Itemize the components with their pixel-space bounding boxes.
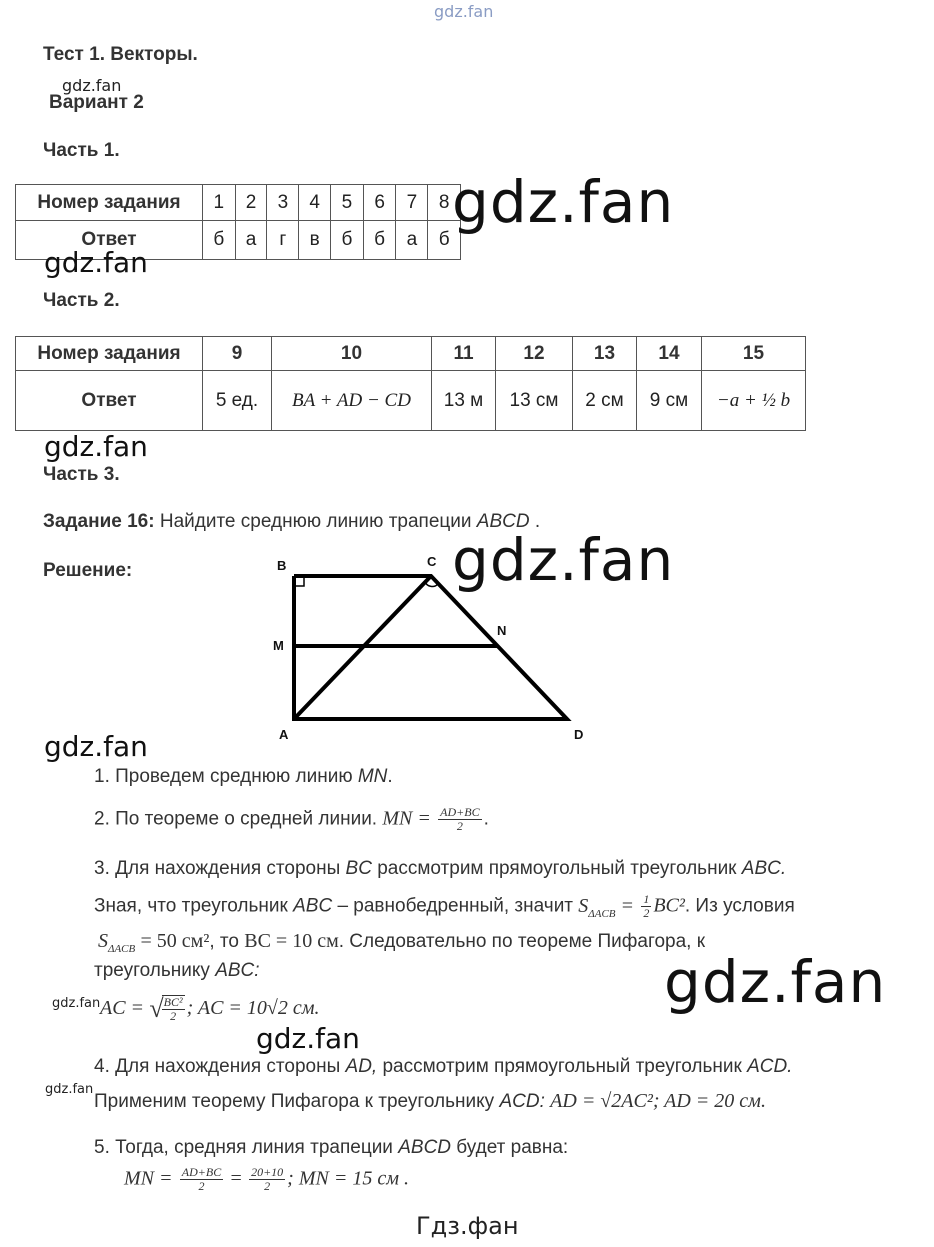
part2-number: 10 [272,337,432,371]
step-2: 2. По теореме о средней линии. MN = $\frac{AD+BC}{2}$ . [94,805,489,833]
step-3-text: . Следовательно по теореме Пифагора, к [338,931,706,952]
step-4-text: 4. Для нахождения стороны [94,1056,341,1077]
area-symbol: S [98,930,108,952]
task-label: Задание 16: [43,511,155,532]
step-4-line-2 [94,1090,766,1113]
part1-number-header: Номер задания [16,185,203,221]
watermark-big: gdz.fan [452,526,675,594]
step-3-bc: BC [345,858,372,879]
step-3-line-1 [94,858,786,880]
watermark-small: gdz.fan [45,1082,94,1097]
fraction-numerator: 20+10 [251,1165,284,1179]
sqrt-fraction [162,995,185,1023]
test-title: Тест 1. Векторы. [43,44,198,65]
watermark-small: gdz.fan [52,996,101,1011]
label-d: D [574,727,584,742]
watermark-footer: Гдз.фан [416,1212,519,1240]
step-4-acd: ACD: [499,1091,545,1112]
step-3-line-2: Зная, что треугольник ABC – равнобедренный, значит $S_{\Delta ACB}$ = $\frac{1}{2}$ BC². Из условия [94,892,795,920]
bc-value: BC = 10 см [244,930,339,952]
part2-answer: BA + AD − CD [272,371,432,431]
part1-number: 8 [428,185,461,221]
area-subscript: ΔACB [588,907,616,920]
part1-number: 3 [267,185,299,221]
given-area-value: = 50 см² [140,930,210,952]
step-3-text: рассмотрим прямоугольный треугольник [377,858,737,879]
step-3-line-4 [94,960,260,982]
part2-title: Часть 2. [43,290,120,311]
step-3-abc: ABC [293,895,333,917]
label-m: M [273,638,284,653]
step-3-text: – равнобедренный, значит [337,895,574,917]
equals-sign: = [230,1167,242,1190]
fraction-numerator: AD+BC [440,805,480,819]
label-a: A [279,727,289,742]
part2-number: 13 [573,337,637,371]
part2-number-header: Номер задания [16,337,203,371]
half-fraction [641,893,651,920]
step-3-formula [100,994,320,1024]
task-16-statement: Задание 16: Найдите среднюю линию трапеции ABCD . [43,511,541,532]
bc-squared: BC² [653,894,685,917]
part1-answer: б [331,221,364,260]
fraction-numerator: BC² [163,995,183,1009]
step-3-text: Зная, что треугольник [94,895,288,917]
step-5-fraction [249,1166,285,1193]
step-4-text: рассмотрим прямоугольный треугольник [382,1056,742,1077]
step-2-lhs: MN = [382,807,431,830]
step-4-acd: ACD. [747,1056,793,1077]
part1-answer: а [396,221,428,260]
step-5-text: 5. Тогда, средняя линия трапеции [94,1137,393,1158]
step-5-abcd: ABCD [398,1137,452,1158]
part1-answer: б [363,221,396,260]
mn-lhs: MN = [124,1167,173,1190]
step-1-text: 1. Проведем среднюю линию [94,766,353,787]
part2-answer: 2 см [573,371,637,431]
step-5-formula [124,1166,409,1193]
step-3-text: треугольнику [94,960,210,981]
part1-number: 7 [396,185,428,221]
part1-answer: а [235,221,267,260]
part2-answer-header: Ответ [16,371,203,431]
watermark-mid: gdz.fan [44,730,148,763]
part1-number: 2 [235,185,267,221]
area-subscript: ΔACB [108,943,136,955]
area-symbol: S [578,894,589,917]
step-2-fraction [438,806,481,833]
part2-answer: 13 см [496,371,573,431]
variant-title: Вариант 2 [49,92,144,113]
mn-result: ; MN = 15 см . [287,1167,409,1190]
watermark-small: gdz.fan [62,76,122,95]
part2-table [15,336,806,431]
ad-formula: AD = √2AC²; AD = 20 см. [550,1090,766,1112]
watermark-big: gdz.fan [664,948,887,1016]
fraction-numerator: 1 [643,892,650,906]
part2-answer: 13 м [432,371,496,431]
ac-lhs: AC = [100,997,145,1020]
task-name: ABCD [476,511,530,532]
step-5-line-1 [94,1137,568,1159]
ac-result: ; AC = 10√2 см. [186,997,320,1020]
solution-label: Решение: [43,560,133,581]
sqrt-sign: √ [149,994,164,1023]
watermark-big: gdz.fan [452,168,675,236]
step-4-ad: AD, [345,1056,378,1077]
step-4-line-1 [94,1056,792,1078]
part2-answer: 9 см [637,371,702,431]
part1-answer: б [428,221,461,260]
fraction-denominator: 2 [264,1179,271,1193]
step-1: 1. Проведем среднюю линию MN. [94,766,393,787]
part1-number: 1 [203,185,236,221]
fraction-denominator: 2 [170,1009,177,1023]
part1-answer: б [203,221,236,260]
step-5-fraction [180,1166,223,1193]
step-3-abc: ABC. [741,858,787,879]
part2-answer: −a + ½ b [702,371,806,431]
step-3-text: . Из условия [684,895,795,917]
watermark-mid: gdz.fan [44,246,148,279]
part1-number: 5 [331,185,364,221]
label-n: N [497,623,507,638]
trapezoid-figure [270,552,590,748]
part2-number: 11 [432,337,496,371]
fraction-denominator: 2 [198,1179,205,1193]
label-b: B [277,558,287,573]
step-3-line-3 [98,930,705,955]
part2-number: 9 [203,337,272,371]
step-3-text: , то [209,931,239,952]
step-3-abc: ABC: [215,960,260,981]
step-3-text: 3. Для нахождения стороны [94,858,341,879]
part1-answer: в [299,221,331,260]
part1-number: 4 [299,185,331,221]
part2-number: 15 [702,337,806,371]
fraction-denominator: 2 [456,819,463,833]
watermark-mid: gdz.fan [44,430,148,463]
fraction-numerator: AD+BC [181,1165,222,1179]
watermark-top: gdz.fan [434,2,494,21]
part1-title: Часть 1. [43,140,120,161]
watermark-mid: gdz.fan [256,1022,360,1055]
fraction-denominator: 2 [643,906,650,920]
part3-title: Часть 3. [43,464,120,485]
part1-answer-header: Ответ [16,221,203,260]
label-c: C [427,554,437,569]
step-1-mn: MN [357,766,388,787]
part2-number: 14 [637,337,702,371]
step-5-text: будет равна: [456,1137,569,1158]
part1-number: 6 [363,185,396,221]
part2-answer: 5 ед. [203,371,272,431]
part2-number: 12 [496,337,573,371]
step-2-text: 2. По теореме о средней линии. [94,808,378,830]
task-text: Найдите среднюю линию трапеции [159,511,472,532]
part1-answer: г [267,221,299,260]
step-4-text: Применим теорему Пифагора к треугольнику [94,1091,495,1112]
